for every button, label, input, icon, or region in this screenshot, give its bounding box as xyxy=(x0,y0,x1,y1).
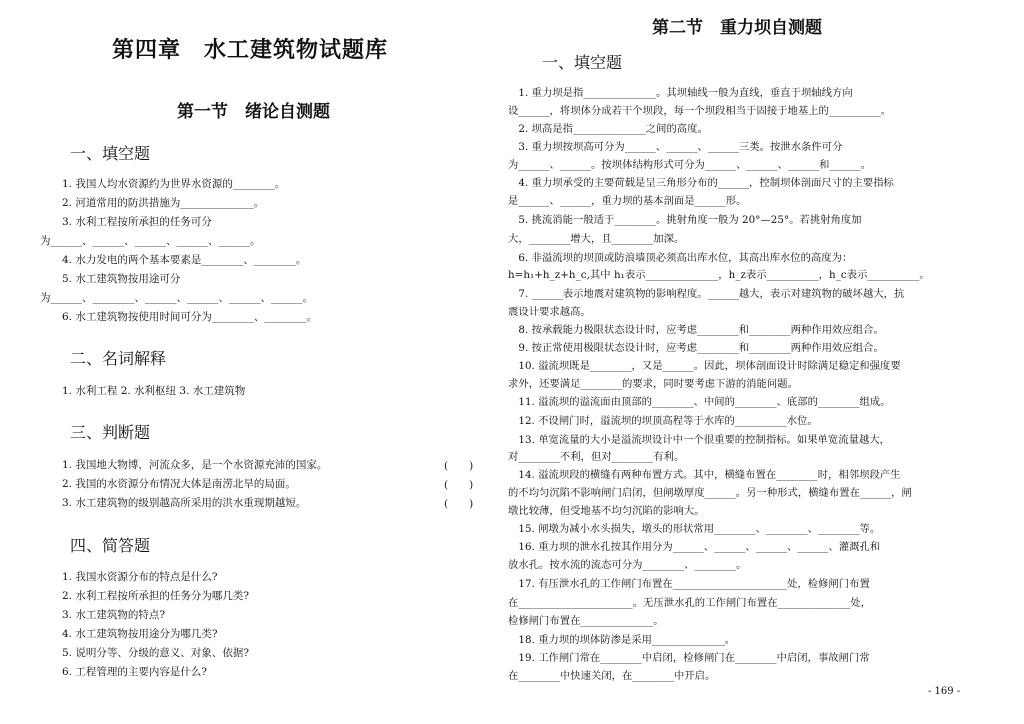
fill-line: 4. 水力发电的两个基本要素是________、________。 xyxy=(62,254,307,266)
short-heading: 四、简答题 xyxy=(70,536,151,555)
question-line: 5. 挑流消能一般适于________。挑射角度一般为 20°—25°。若挑射角度加 xyxy=(508,214,862,226)
judge-answer-blank: ( ) xyxy=(444,460,474,472)
short-line: 2. 水利工程按所承担的任务分为哪几类? xyxy=(62,590,249,602)
judge-line: 1. 我国地大物博，河流众多，是一个水资源充沛的国家。 xyxy=(62,459,328,471)
question-line: 在________中快速关闭，在________中开启。 xyxy=(508,670,716,682)
fill-line: 3. 水利工程按所承担的任务可分 xyxy=(62,216,212,228)
question-line: 11. 溢流坝的溢流面由顶部的________、中间的________、底部的________组成。 xyxy=(508,396,891,408)
short-line: 6. 工程管理的主要内容是什么? xyxy=(62,666,207,678)
terms-heading: 二、名词解释 xyxy=(70,349,167,368)
question-line: 3. 重力坝按坝高可分为______、______、______三类。按泄水条件可分 xyxy=(508,141,843,153)
question-line: 15. 闸墩为减小水头损失，墩头的形状常用________、________、________等。 xyxy=(508,523,881,535)
fill-line: 为______、________、______、______、______、______。 xyxy=(40,292,313,304)
question-line: 16. 重力坝的泄水孔按其作用分为______、______、______、______、灌溉孔和 xyxy=(508,541,881,553)
question-line: 6. 非溢流坝的坝顶或防浪墙顶必须高出库水位，其高出库水位的高度为： xyxy=(508,252,853,264)
terms-line: 1. 水利工程 2. 水利枢纽 3. 水工建筑物 xyxy=(62,385,246,397)
question-line: 18. 重力坝的坝体防渗是采用______________。 xyxy=(508,634,736,646)
question-line: 设______，将坝体分成若干个坝段，每一个坝段相当于固接于地基上的__________。 xyxy=(508,105,892,117)
question-line: 求外，还要满足________的要求，同时要考虑下游的消能问题。 xyxy=(508,378,798,390)
question-line: 14. 溢流坝段的横缝有两种布置方式。其中，横缝布置在________时，相邻坝段产生 xyxy=(508,469,901,481)
left-page xyxy=(0,0,500,724)
question-line: 在______________________。无压泄水孔的工作闸门布置在______________处， xyxy=(508,597,872,609)
judge-answer-blank: ( ) xyxy=(444,479,474,491)
fill-line: 1. 我国人均水资源约为世界水资源的________。 xyxy=(62,178,286,190)
question-line: 2. 坝高是指______________之间的高度。 xyxy=(508,123,708,135)
right-page xyxy=(500,0,1024,724)
section-title-left: 第一节 绪论自测题 xyxy=(177,102,330,122)
fill-line: 为______、______、______、______、______。 xyxy=(40,235,261,247)
question-line: h=h₁+h_z+h_c,其中 h₁表示______________，h_z表示__________，h_c表示__________。 xyxy=(508,269,930,281)
question-line: 震设计要求越高。 xyxy=(508,306,591,318)
fill-line: 6. 水工建筑物按使用时间可分为________、________。 xyxy=(62,311,317,323)
short-line: 1. 我国水资源分布的特点是什么? xyxy=(62,571,218,583)
question-line: 大，________增大，且________加深。 xyxy=(508,233,685,245)
question-line: 13. 单宽流量的大小是溢流坝设计中一个很重要的控制指标。如果单宽流量越大， xyxy=(508,434,890,446)
question-line: 9. 按正常使用极限状态设计时，应考虑________和________两种作用效应组合。 xyxy=(508,342,884,354)
question-line: 墩比较薄，但受地基不均匀沉陷的影响大。 xyxy=(508,505,705,517)
question-line: 12. 不设闸门时，溢流坝的坝顶高程等于水库的__________水位。 xyxy=(508,415,818,427)
question-line: 17. 有压泄水孔的工作闸门布置在______________________处，检修闸门布置 xyxy=(508,578,870,590)
judge-line: 2. 我国的水资源分布情况大体是南涝北旱的局面。 xyxy=(62,478,296,490)
question-line: 放水孔。按水流的流态可分为________、________。 xyxy=(508,559,747,571)
section-title-right: 第二节 重力坝自测题 xyxy=(652,18,822,38)
chapter-title: 第四章 水工建筑物试题库 xyxy=(112,37,389,63)
short-line: 4. 水工建筑物按用途分为哪几类? xyxy=(62,628,218,640)
fill-line: 5. 水工建筑物按用途可分 xyxy=(62,273,181,285)
question-line: 对________不利，但对________有利。 xyxy=(508,451,685,463)
judge-heading: 三、判断题 xyxy=(70,423,151,442)
question-line: 10. 溢流坝既是________，又是______。因此，坝体剖面设计时除满足稳定和强度要 xyxy=(508,360,901,372)
judge-line: 3. 水工建筑物的级别越高所采用的洪水重现期越短。 xyxy=(62,497,307,509)
question-line: 检修闸门布置在______________。 xyxy=(508,615,664,627)
question-line: 8. 按承载能力极限状态设计时，应考虑________和________两种作用效应组合。 xyxy=(508,324,884,336)
fill-line: 2. 河道常用的防洪措施为______________。 xyxy=(62,197,265,209)
fill-heading-left: 一、填空题 xyxy=(70,144,151,163)
short-line: 5. 说明分等、分级的意义、对象、依据? xyxy=(62,647,249,659)
question-line: 为______、______。按坝体结构形式可分为______、______、______和______。 xyxy=(508,159,872,171)
short-line: 3. 水工建筑物的特点? xyxy=(62,609,165,621)
judge-answer-blank: ( ) xyxy=(444,498,474,510)
question-line: 1. 重力坝是指______________。其坝轴线一般为直线，垂直于坝轴线方向 xyxy=(508,87,853,99)
question-line: 19. 工作闸门常在________中启闭，检修闸门在________中启闭，事故闸门常 xyxy=(508,652,870,664)
question-line: 4. 重力坝承受的主要荷载是呈三角形分布的______，控制坝体剖面尺寸的主要指标 xyxy=(508,177,894,189)
question-line: 的不均匀沉陷不影响闸门启闭，但闸墩厚度______。另一种形式，横缝布置在______，闸 xyxy=(508,487,912,499)
question-line: 7. ______表示地震对建筑物的影响程度。______越大，表示对建筑物的破坏越大，抗 xyxy=(508,288,905,300)
fill-heading-right: 一、填空题 xyxy=(542,53,623,72)
question-line: 是______、______，重力坝的基本剖面是______形。 xyxy=(508,195,747,207)
page-number: - 169 - xyxy=(928,686,961,697)
